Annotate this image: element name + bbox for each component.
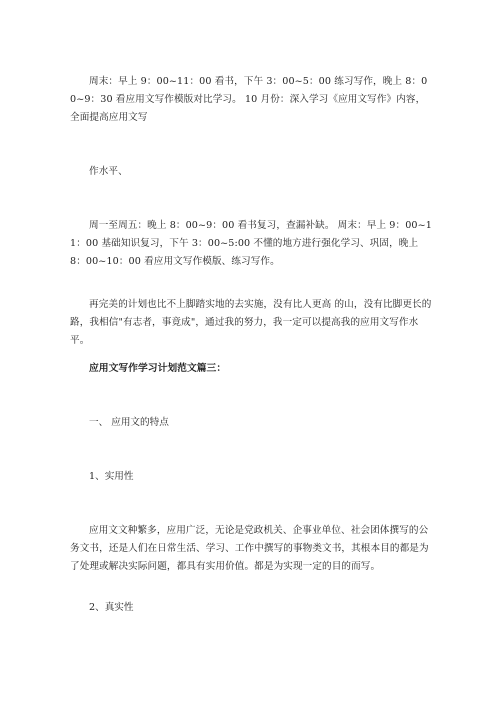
section-title-features: 一、 应用文的特点 bbox=[89, 417, 169, 428]
item-authenticity: 2、真实性 bbox=[89, 602, 134, 613]
item-practicality: 1、实用性 bbox=[89, 471, 134, 482]
paragraph-continuation: 作水平、 bbox=[89, 166, 128, 177]
section-heading: 应用文写作学习计划范文篇三： bbox=[89, 363, 227, 374]
paragraph-weekend-schedule: 周末：早上 9：00~11：00 看书，下午 3：00~5：00 练习写作，晚上 8：00~9：30 看应用文写作模版对比学习。 10 月份：深入学习《应用文写作》内容，全面提高应用文写 bbox=[70, 76, 428, 123]
paragraph-conclusion: 再完美的计划也比不上脚踏实地的去实施，没有比人更高 的山，没有比脚更长的路，我相信"有志者，事竟成"，通过我的努力，我一定可以提高我的应用文写作水平。 bbox=[70, 299, 432, 346]
paragraph-weekday-schedule: 周一至周五：晚上 8：00~9：00 看书复习，查漏补缺。 周末：早上 9：00~11：00 基础知识复习，下午 3：00~5:00 不懂的地方进行强化学习、巩固，晚上 8：00~10：00 看应用文写作模版、练习写作。 bbox=[70, 220, 432, 267]
paragraph-practicality: 应用文文种繁多，应用广泛，无论是党政机关、企事业单位、社会团体撰写的公务文书，还是人们在日常生活、学习、工作中撰写的事物类文书，其根本目的都是为了处理或解决实际问题，都具有实用价值。都是为实现一定的目的而写。 bbox=[70, 525, 429, 572]
